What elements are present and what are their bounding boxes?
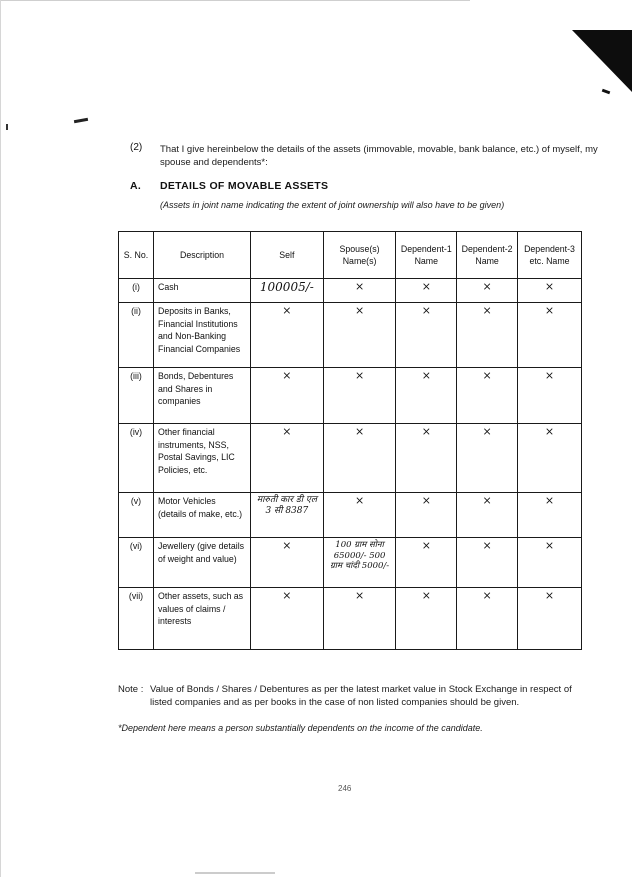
row-description: Cash <box>154 279 251 303</box>
header-dependent-2: Dependent-2 Name <box>457 232 518 279</box>
self-value: × <box>251 538 324 588</box>
table-row <box>119 368 582 424</box>
header-self: Self <box>251 232 324 279</box>
row-description: Bonds, Debentures and Shares in companies <box>154 368 251 424</box>
spouse-value: × <box>323 303 396 368</box>
scan-left-edge <box>0 0 1 877</box>
row-description: Jewellery (give details of weight and value) <box>154 538 251 588</box>
self-value: 100005/- <box>251 279 324 303</box>
section-number: (2) <box>130 142 143 153</box>
row-description: Other financial instruments, NSS, Postal Savings, LIC Policies, etc. <box>154 424 251 493</box>
table-row <box>119 424 582 493</box>
note-text: Value of Bonds / Shares / Debentures as per the latest market value in Stock Exchange in respect of listed companies and as per books in the case of non listed companies should be given. <box>150 684 572 708</box>
table-row <box>119 493 582 538</box>
row-description: Deposits in Banks, Financial Institutions and Non-Banking Financial Companies <box>154 303 251 368</box>
spouse-value: × <box>323 368 396 424</box>
self-value: × <box>251 303 324 368</box>
row-sno: (vii) <box>119 588 154 650</box>
dependent-3-value: × <box>518 493 582 538</box>
dependent-3-value: × <box>518 368 582 424</box>
row-sno: (iii) <box>119 368 154 424</box>
spouse-value: × <box>323 424 396 493</box>
scan-corner-mark <box>572 30 632 92</box>
spouse-value: 100 ग्राम सोना 65000/- 500 ग्राम चांदी 5000/- <box>323 538 396 588</box>
self-value: × <box>251 588 324 650</box>
dependent-3-value: × <box>518 424 582 493</box>
row-description: Motor Vehicles (details of make, etc.) <box>154 493 251 538</box>
table-row <box>119 588 582 650</box>
section-intro-text: That I give hereinbelow the details of the assets (immovable, movable, bank balance, etc.) of myself, my spouse and dependents*: <box>160 144 598 168</box>
dependent-1-value: × <box>396 279 457 303</box>
spouse-value: × <box>323 493 396 538</box>
dependent-2-value: × <box>457 588 518 650</box>
table-header-row <box>119 232 582 279</box>
section-title: DETAILS OF MOVABLE ASSETS <box>160 180 329 192</box>
dependent-2-value: × <box>457 493 518 538</box>
page-number: 246 <box>338 784 352 793</box>
scan-edge-line <box>0 0 470 1</box>
self-value: मारुती कार डी एल 3 सी 8387 <box>251 493 324 538</box>
dependent-1-value: × <box>396 493 457 538</box>
table-row <box>119 538 582 588</box>
dependent-2-value: × <box>457 368 518 424</box>
row-description: Other assets, such as values of claims / interests <box>154 588 251 650</box>
movable-assets-table <box>118 231 582 650</box>
table-row <box>119 279 582 303</box>
dependent-2-value: × <box>457 279 518 303</box>
scan-mark <box>74 118 88 123</box>
header-description: Description <box>154 232 251 279</box>
dependent-3-value: × <box>518 279 582 303</box>
dependent-3-value: × <box>518 303 582 368</box>
row-sno: (v) <box>119 493 154 538</box>
header-sno: S. No. <box>119 232 154 279</box>
dependent-3-value: × <box>518 538 582 588</box>
header-dependent-3: Dependent-3 etc. Name <box>518 232 582 279</box>
dependent-1-value: × <box>396 424 457 493</box>
row-sno: (iv) <box>119 424 154 493</box>
spouse-value: × <box>323 279 396 303</box>
scan-mark <box>195 872 275 874</box>
self-value: × <box>251 368 324 424</box>
scan-mark <box>6 124 8 130</box>
section-label: A. <box>130 180 142 192</box>
section-subtitle: (Assets in joint name indicating the extent of joint ownership will also have to be given) <box>160 200 505 210</box>
row-sno: (ii) <box>119 303 154 368</box>
dependent-2-value: × <box>457 303 518 368</box>
header-spouse: Spouse(s) Name(s) <box>323 232 396 279</box>
dependent-1-value: × <box>396 368 457 424</box>
dependent-note: *Dependent here means a person substantially dependents on the income of the candidate. <box>118 723 483 733</box>
dependent-3-value: × <box>518 588 582 650</box>
spouse-value: × <box>323 588 396 650</box>
self-value: × <box>251 424 324 493</box>
dependent-1-value: × <box>396 588 457 650</box>
dependent-1-value: × <box>396 538 457 588</box>
row-sno: (vi) <box>119 538 154 588</box>
dependent-2-value: × <box>457 424 518 493</box>
dependent-2-value: × <box>457 538 518 588</box>
row-sno: (i) <box>119 279 154 303</box>
note-label: Note : <box>118 684 144 695</box>
dependent-1-value: × <box>396 303 457 368</box>
header-dependent-1: Dependent-1 Name <box>396 232 457 279</box>
table-row <box>119 303 582 368</box>
